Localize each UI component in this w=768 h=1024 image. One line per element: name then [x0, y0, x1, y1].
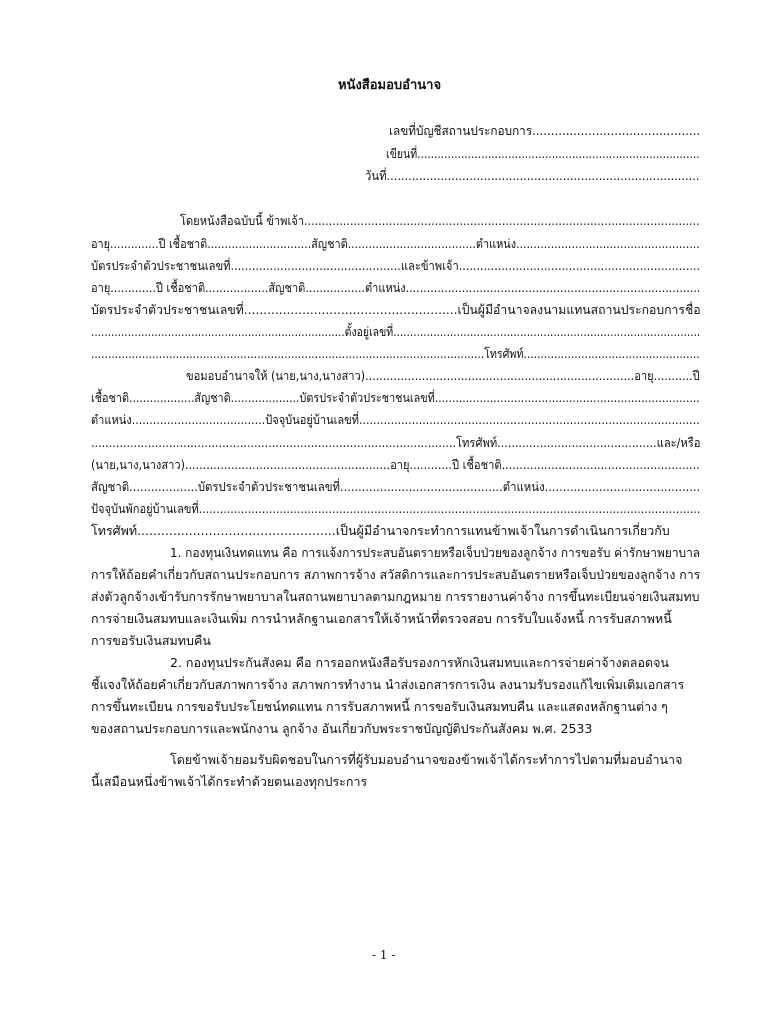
body-line: .......................................................................................................โทรศัพท์.............................................และ/หรือ [91, 435, 701, 450]
body-line: ............................................................................ตั้งอยู่เลขที่............................................................................................ [91, 324, 701, 339]
clause-1-line: การให้ถ้อยคำเกี่ยวกับสถานประกอบการ สภาพการจ้าง สวัสดิการและการประสบอันตรายหรือเจ็บป่วยของลูกจ้าง การ [91, 567, 701, 582]
clause-2-line: ชี้แจงให้ถ้อยคำเกี่ยวกับสภาพการจ้าง สภาพการทำงาน นำส่งเอกสารการเงิน ลงนามรับรองแก้ไขเพิ่มเติมเอกสาร [91, 677, 685, 692]
closing-line: โดยข้าพเจ้ายอมรับผิดชอบในการที่ผู้รับมอบอำนาจของข้าพเจ้าได้กระทำการไปตามที่มอบอำนาจ [170, 752, 683, 767]
body-line: อายุ..............ปี เชื้อชาติ..............................สัญชาติ.....................................ตำแหน่ง..................................................... [91, 236, 700, 251]
body-line: อายุ.............ปี เชื้อชาติ..................สัญชาติ.................ตำแหน่ง.................................................................................... [91, 280, 701, 295]
closing-line: นี้เสมือนหนึ่งข้าพเจ้าได้กระทำด้วยตนเองทุกประการ [91, 774, 368, 789]
body-line: เชื้อชาติ...................สัญชาติ....................บัตรประจำตัวประชาชนเลขที่............................................................................. [91, 390, 700, 405]
body-line: ....................................................................................................................โทรศัพท์.................................................... [91, 346, 700, 361]
account-number-line: เลขที่บัญชีสถานประกอบการ............................................. [389, 123, 701, 138]
body-line: โดยหนังสือฉบับนี้ ข้าพเจ้า................................................................................................................ [180, 213, 700, 228]
body-line: โทรศัพท์..................................................เป็นผู้มีอำนาจกระทำการแทนข้าพเจ้าในการดำเนินการเกี่ยวกับ [91, 523, 670, 538]
clause-1-line: การขอรับเงินสมทบคืน [91, 633, 211, 648]
document-title: หนังสือมอบอำนาจ [338, 78, 442, 93]
clause-2-line: การขึ้นทะเบียน การขอรับประโยชน์ทดแทน การรับสภาพหนี้ การขอรับเงินสมทบคืน และแสดงหลักฐานต่าง ๆ [91, 699, 668, 714]
body-line: บัตรประจำตัวประชาชนเลขที่................................................และข้าพเจ้า.................................................................... [91, 258, 701, 273]
clause-1-line: การจ่ายเงินสมทบและเงินเพิ่ม การนำหลักฐานเอกสารให้เจ้าหน้าที่ตรวจสอบ การรับใบแจ้งหนี้ การรับสภาพหนี้ [91, 611, 672, 626]
body-line: ปัจจุบันพักอยู่บ้านเลขที่............................................................................................................................................... [91, 501, 701, 516]
body-line: ตำแหน่ง......................................ปัจจุบันอยู่บ้านเลขที่................................................................................................. [91, 412, 700, 427]
body-line: บัตรประจำตัวประชาชนเลขที่.......................................................เป็นผู้มีอำนาจลงนามแทนสถานประกอบการชื่อ [91, 302, 701, 317]
page-number: - 1 - [372, 948, 396, 962]
clause-1-line: ส่งตัวลูกจ้างเข้ารับการรักษาพยาบาลในสถานพยาบาลตามกฎหมาย การรายงานค่าจ้าง การขึ้นทะเบียนจ่ายเงินสมทบ [91, 589, 700, 604]
clause-2-line: 2. กองทุนประกันสังคม คือ การออกหนังสือรับรองการหักเงินสมทบและการจ่ายค่าจ้างตลอดจน [170, 655, 669, 670]
body-line: ขอมอบอำนาจให้ (นาย,นาง,นางสาว)............................................................................อายุ...........ปี [186, 368, 700, 383]
body-line: (นาย,นาง,นางสาว)..........................................................อายุ............ปี เชื้อชาติ........................................................ [91, 457, 700, 472]
body-line: สัญชาติ...................บัตรประจำตัวประชาชนเลขที่.............................................ตำแหน่ง........................................... [91, 479, 701, 494]
clause-2-line: ของสถานประกอบการและพนักงาน ลูกจ้าง อันเกี่ยวกับพระราชบัญญัติประกันสังคม พ.ศ. 2533 [91, 721, 593, 736]
written-at-line: เขียนที่.................................................................................... [386, 146, 700, 161]
date-line: วันที่....................................................................................... [365, 168, 700, 183]
clause-1-line: 1. กองทุนเงินทดแทน คือ การแจ้งการประสบอันตรายหรือเจ็บป่วยของลูกจ้าง การขอรับ ค่ารักษาพยาบาล [170, 545, 701, 560]
